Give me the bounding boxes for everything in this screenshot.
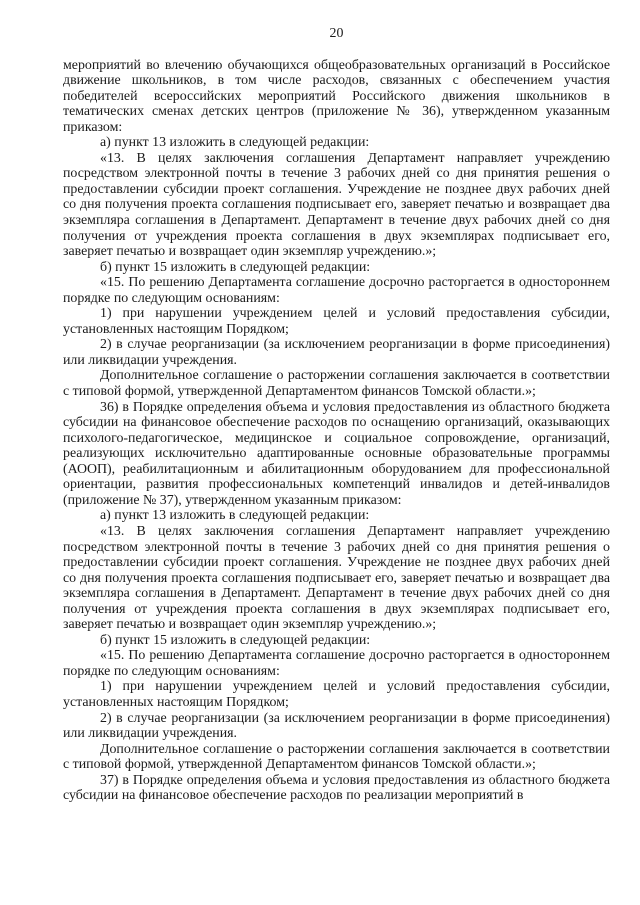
paragraph: мероприятий во влечению обучающихся общеобразовательных организаций в Российское движение школьников, в том числе расходов, связанных с обеспечением участия победителей всероссийских мероприятий Российского движения школьников в тематических сменах детских центров (приложение № 36), утвержденном указанным приказом: xyxy=(63,57,610,135)
page-number: 20 xyxy=(329,26,344,41)
paragraph: б) пункт 15 изложить в следующей редакции: xyxy=(100,632,371,648)
paragraph: а) пункт 13 изложить в следующей редакции: xyxy=(100,135,370,151)
paragraph: 1) при нарушении учреждением целей и условий предоставления субсидии, установленных настоящим Порядком; xyxy=(63,679,610,710)
paragraph: а) пункт 13 изложить в следующей редакции: xyxy=(100,508,370,524)
paragraph: Дополнительное соглашение о расторжении соглашения заключается в соответствии с типовой формой, утвержденной Департаментом финансов Томской области.»; xyxy=(63,368,610,400)
paragraph: 37) в Порядке определения объема и условия предоставления из областного бюджета субсидии на финансовое обеспечение расходов по реализации мероприятий в xyxy=(63,772,610,804)
paragraph: «15. По решению Департамента соглашение досрочно расторгается в одностороннем порядке по следующим основаниям: xyxy=(63,275,610,306)
paragraph: 36) в Порядке определения объема и условия предоставления из областного бюджета субсидии на финансовое обеспечение расходов по оснащению организаций, оказывающих психолого-педагогическое, медицинское и социальное сопровождение, организаций, реализующих исключительно адаптированные основные образовательные программы (АООП), реабилитационным и абилитационным оборудованием для профессиональной ориентации, развития профессиональных компетенций инвалидов и детей-инвалидов (приложение № 37), утвержденном указанным приказом: xyxy=(63,399,610,508)
paragraph: 2) в случае реорганизации (за исключением реорганизации в форме присоединения) или ликвидации учреждения. xyxy=(63,710,610,742)
paragraph: «13. В целях заключения соглашения Департамент направляет учреждению посредством электронной почты в течение 3 рабочих дней со дня принятия решения о предоставлении субсидии проект соглашения. Учреждение не позднее двух рабочих дней со дня получения проекта соглашения подписывает его, заверяет печатью и возвращает два экземпляра соглашения в Департамент. Департамент в течение двух рабочих дней со дня получения от учреждения проекта соглашения в двух экземплярах подписывает его, заверяет печатью и возвращает один экземпляр учреждению.»; xyxy=(63,523,610,633)
paragraph: Дополнительное соглашение о расторжении соглашения заключается в соответствии с типовой формой, утвержденной Департаментом финансов Томской области.»; xyxy=(63,741,610,773)
document-page xyxy=(63,26,610,804)
paragraph: «15. По решению Департамента соглашение досрочно расторгается в одностороннем порядке по следующим основаниям: xyxy=(63,648,610,679)
paragraph: 2) в случае реорганизации (за исключением реорганизации в форме присоединения) или ликвидации учреждения. xyxy=(63,337,610,368)
paragraph: «13. В целях заключения соглашения Департамент направляет учреждению посредством электронной почты в течение 3 рабочих дней со дня принятия решения о предоставлении субсидии проект соглашения. Учреждение не позднее двух рабочих дней со дня получения проекта соглашения подписывает его, заверяет печатью и возвращает два экземпляра соглашения в Департамент. Департамент в течение двух рабочих дней со дня получения от учреждения проекта соглашения в двух экземплярах подписывает его, заверяет печатью и возвращает один экземпляр учреждению.»; xyxy=(63,150,610,260)
paragraph: б) пункт 15 изложить в следующей редакции: xyxy=(100,259,371,275)
document-body xyxy=(63,58,610,804)
paragraph: 1) при нарушении учреждением целей и условий предоставления субсидии, установленных настоящим Порядком; xyxy=(63,306,610,337)
